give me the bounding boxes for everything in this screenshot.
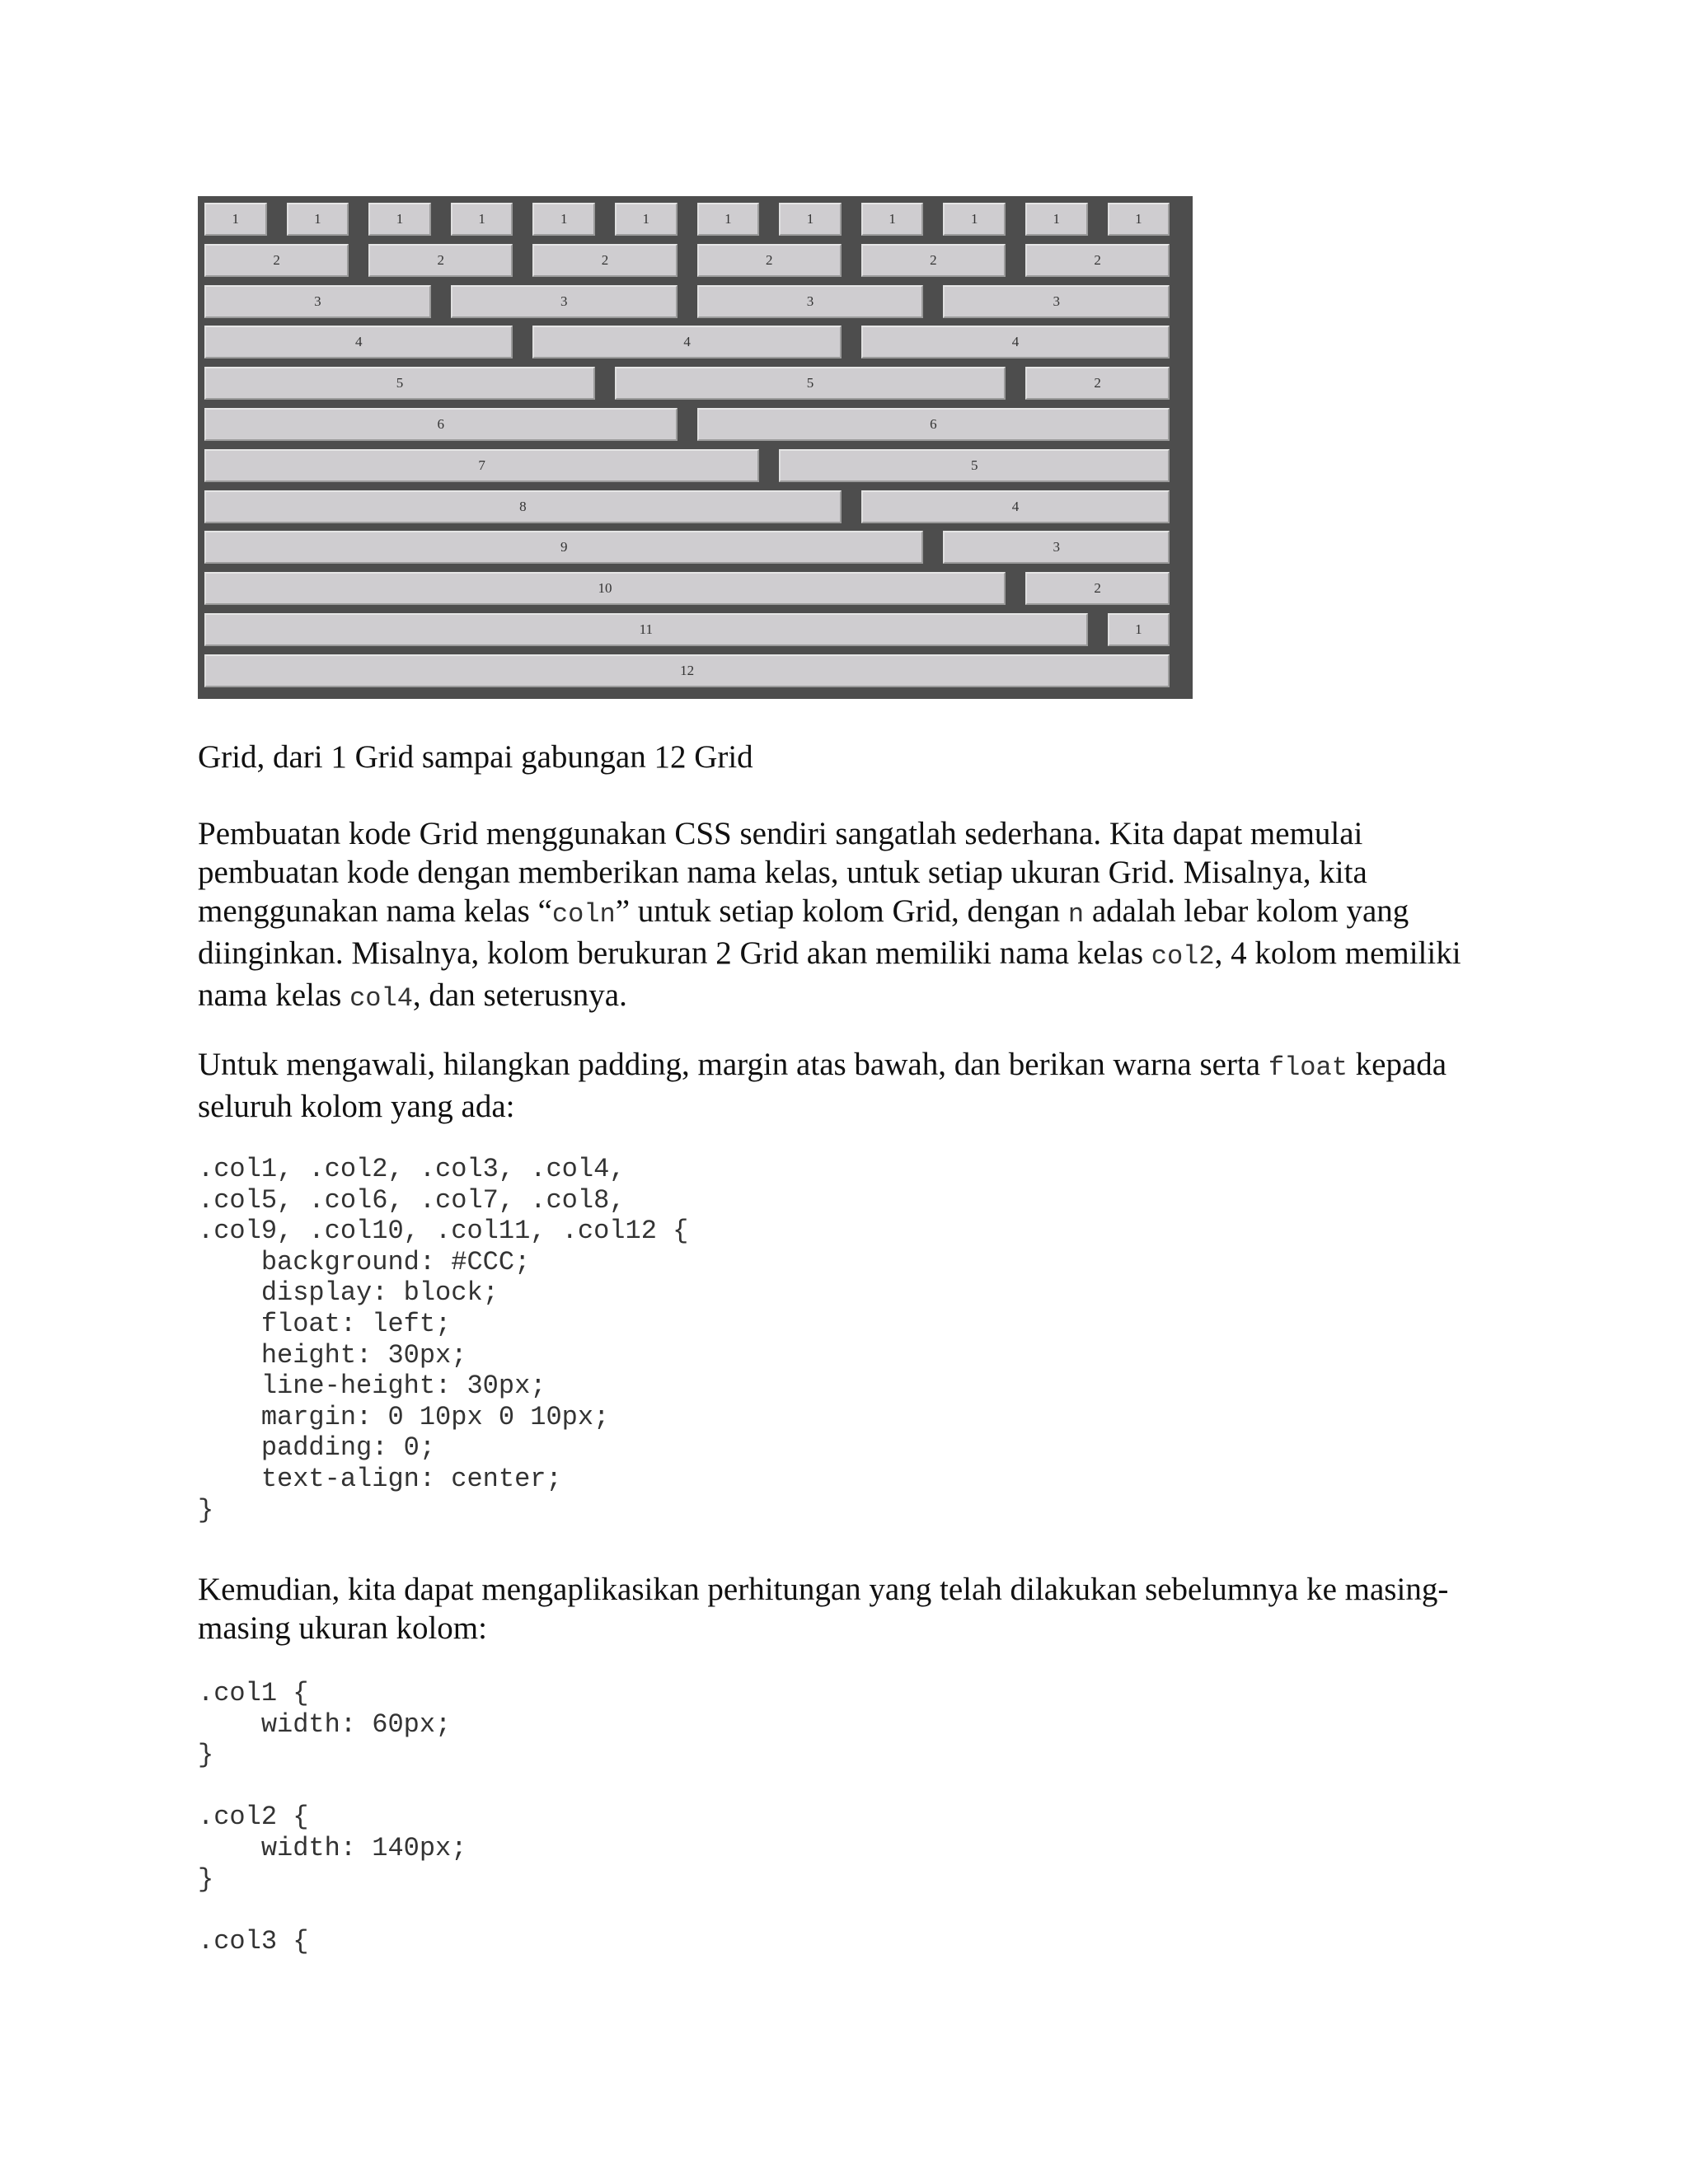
grid-cell-span-2: 2	[1025, 367, 1170, 400]
grid-cell-span-2: 2	[1025, 572, 1170, 605]
grid-cell-span-1: 1	[779, 203, 842, 236]
paragraph-text: adalah lebar kolom yang diinginkan. Misalnya, kolom berukuran 2 Grid akan memiliki nama kelas	[198, 893, 1409, 971]
grid-cell-span-1: 1	[532, 203, 595, 236]
grid-cell-span-6: 6	[697, 408, 1170, 441]
grid-cell-span-1: 1	[287, 203, 349, 236]
grid-cell-span-1: 1	[861, 203, 924, 236]
grid-cell-span-1: 1	[943, 203, 1006, 236]
grid-cell-span-3: 3	[943, 285, 1170, 318]
paragraph-text: , dan seterusnya.	[412, 977, 627, 1013]
grid-figure	[198, 196, 1193, 699]
inline-code-col2: col2	[1151, 941, 1215, 972]
grid-cell-span-1: 1	[697, 203, 760, 236]
grid-cell-span-3: 3	[697, 285, 924, 318]
grid-row	[198, 367, 1193, 400]
grid-cell-span-5: 5	[779, 449, 1170, 482]
grid-cell-span-2: 2	[368, 244, 513, 277]
grid-cell-span-7: 7	[204, 449, 759, 482]
grid-cell-span-2: 2	[1025, 244, 1170, 277]
paragraph-text: Pembuatan kode Grid menggunakan CSS sendiri sangatlah sederhana. Kita dapat memulai pembuatan kode dengan memberikan nama kelas, untuk setiap ukuran Grid. Misalnya, kita menggunakan nama kelas “	[198, 816, 1367, 929]
inline-code-float: float	[1268, 1052, 1348, 1083]
grid-cell-span-1: 1	[1108, 203, 1170, 236]
grid-cell-span-1: 1	[368, 203, 431, 236]
paragraph-text: ” untuk setiap kolom Grid, dengan	[615, 893, 1068, 929]
paragraph-text: , 4 kolom memiliki nama kelas	[198, 935, 1461, 1013]
inline-code-col4: col4	[349, 983, 413, 1014]
code-block-column-widths: .col1 { width: 60px; } .col2 { width: 140px; } .col3 {	[198, 1678, 467, 1957]
grid-row	[198, 531, 1193, 564]
grid-row	[198, 572, 1193, 605]
grid-cell-span-4: 4	[532, 326, 841, 359]
grid-row	[198, 449, 1193, 482]
grid-cell-span-11: 11	[204, 613, 1088, 646]
grid-cell-span-8: 8	[204, 490, 842, 523]
grid-cell-span-9: 9	[204, 531, 923, 564]
paragraph-start	[198, 1045, 1500, 1126]
paragraph-apply: Kemudian, kita dapat mengaplikasikan perhitungan yang telah dilakukan sebelumnya ke masing-masing ukuran kolom:	[198, 1572, 1449, 1646]
paragraph-intro	[198, 814, 1500, 1018]
grid-cell-span-4: 4	[204, 326, 513, 359]
grid-cell-span-2: 2	[697, 244, 842, 277]
grid-cell-span-2: 2	[204, 244, 349, 277]
grid-row	[198, 203, 1193, 236]
code-block-base-columns: .col1, .col2, .col3, .col4, .col5, .col6, .col7, .col8, .col9, .col10, .col11, .col12 { background: #CCC; display: block; float: left; height: 30px; line-height: 30px; margin: 0 10px 0 10px; padding: 0; text-align: center; }	[198, 1154, 689, 1526]
grid-cell-span-12: 12	[204, 654, 1170, 687]
grid-cell-span-3: 3	[204, 285, 431, 318]
grid-row	[198, 490, 1193, 523]
grid-cell-span-3: 3	[943, 531, 1170, 564]
grid-cell-span-5: 5	[615, 367, 1006, 400]
grid-row	[198, 244, 1193, 277]
grid-cell-span-1: 1	[204, 203, 267, 236]
paragraph-text: kepada seluruh kolom yang ada:	[198, 1047, 1447, 1124]
grid-cell-span-1: 1	[615, 203, 678, 236]
grid-cell-span-10: 10	[204, 572, 1006, 605]
paragraph-text: Untuk mengawali, hilangkan padding, margin atas bawah, dan berikan warna serta	[198, 1047, 1268, 1082]
grid-cell-span-1: 1	[1108, 613, 1170, 646]
figure-caption: Grid, dari 1 Grid sampai gabungan 12 Grid	[198, 739, 753, 775]
grid-cell-span-2: 2	[532, 244, 677, 277]
grid-cell-span-4: 4	[861, 326, 1170, 359]
grid-cell-span-1: 1	[1025, 203, 1088, 236]
grid-row	[198, 285, 1193, 318]
grid-cell-span-5: 5	[204, 367, 595, 400]
grid-cell-span-1: 1	[451, 203, 513, 236]
grid-row	[198, 654, 1193, 687]
inline-code-coln: coln	[551, 899, 616, 930]
grid-cell-span-2: 2	[861, 244, 1006, 277]
grid-cell-span-6: 6	[204, 408, 678, 441]
inline-code-n: n	[1067, 899, 1085, 930]
grid-cell-span-4: 4	[861, 490, 1170, 523]
grid-row	[198, 613, 1193, 646]
grid-row	[198, 326, 1193, 359]
grid-cell-span-3: 3	[451, 285, 678, 318]
grid-row	[198, 408, 1193, 441]
